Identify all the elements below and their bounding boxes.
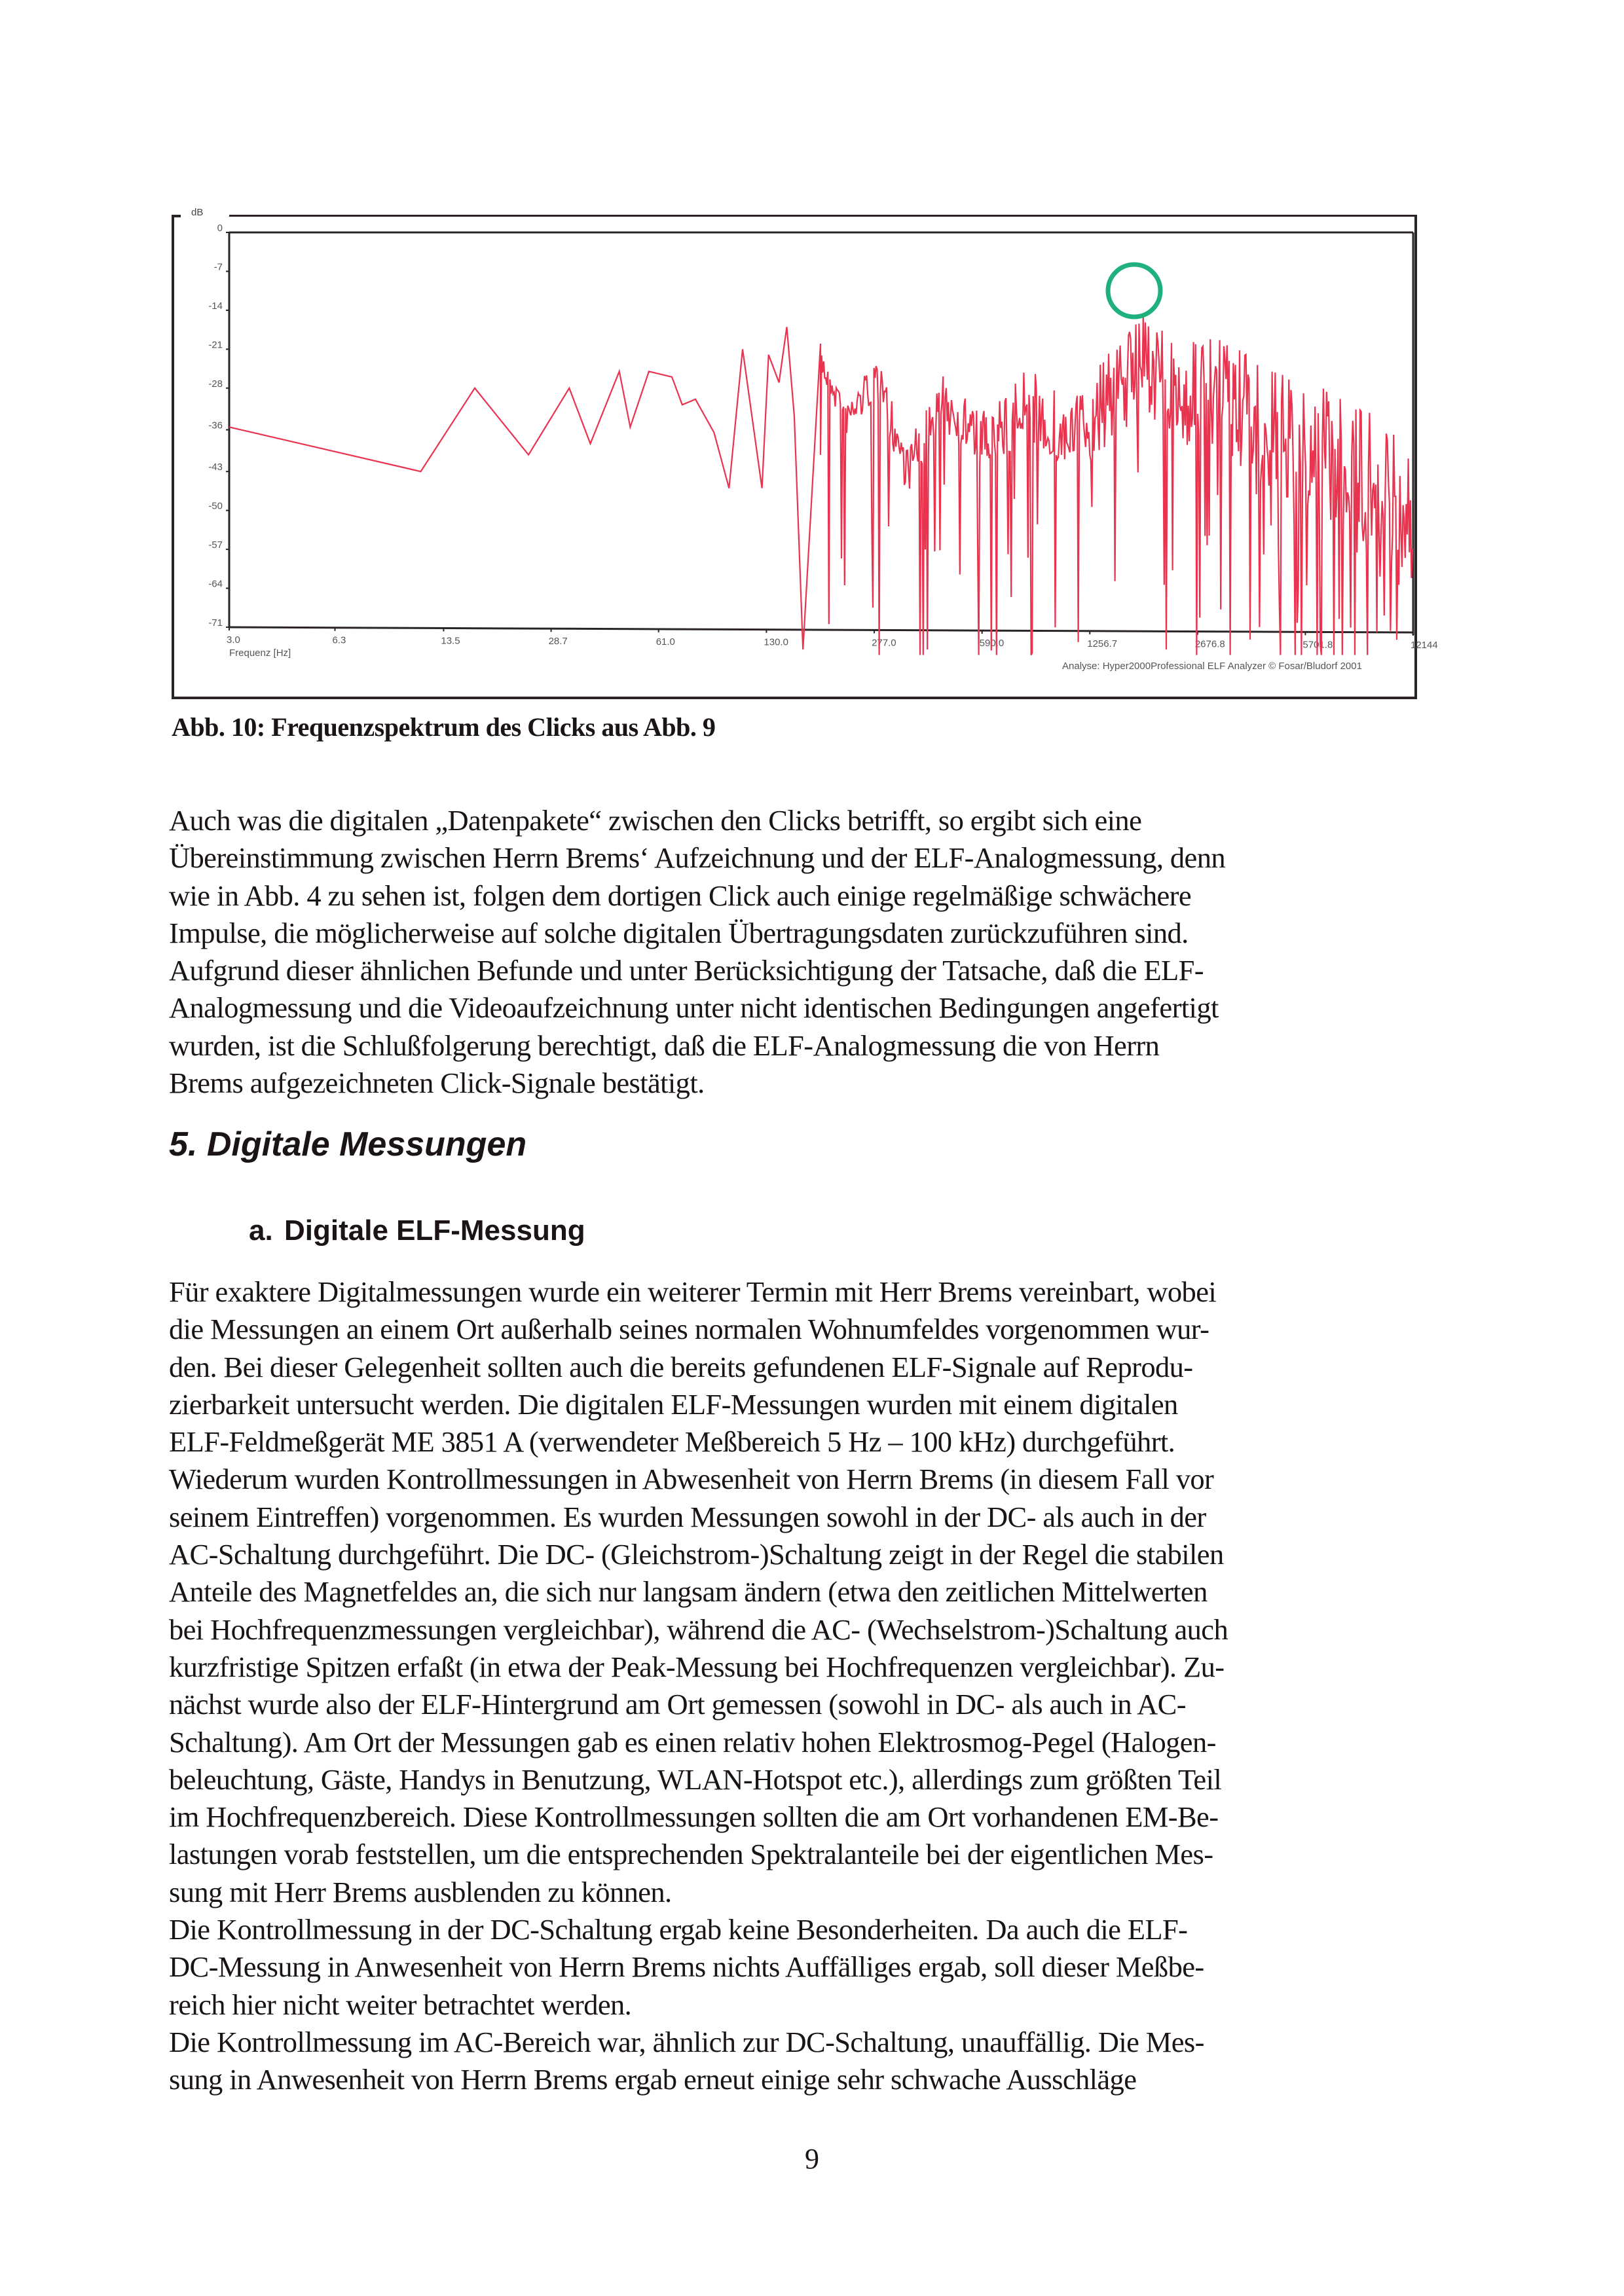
y-unit-label: dB — [191, 207, 204, 218]
text-line: Schaltung). Am Ort der Messungen gab es einen relativ hohen Elektrosmog-Pegel (Halogen- — [169, 1725, 1216, 1758]
x-tick-label: 13.5 — [441, 635, 460, 647]
y-tick-label: -28 — [208, 378, 223, 390]
y-tick-label: 0 — [217, 223, 223, 234]
x-tick-label: 3.0 — [227, 634, 240, 646]
peak-highlight-circle — [1108, 264, 1160, 317]
text-line: Analogmessung und die Videoaufzeichnung unter nicht identischen Bedingungen angefertigt — [169, 991, 1219, 1025]
page-number: 9 — [805, 2143, 819, 2175]
x-axis — [229, 627, 1413, 632]
subsection-heading — [249, 1214, 585, 1247]
text-line: Auch was die digitalen „Datenpakete“ zwischen den Clicks betrifft, so ergibt sich eine — [169, 804, 1142, 837]
x-tick-label: 61.0 — [655, 636, 675, 647]
x-tick-label: 130.0 — [764, 636, 788, 648]
x-tick-label: 28.7 — [548, 636, 568, 647]
text-line: wurden, ist die Schlußfolgerung berechtigt, daß die ELF-Analogmessung die von Herrn — [169, 1029, 1160, 1062]
text-line: den. Bei dieser Gelegenheit sollten auch die bereits gefundenen ELF-Signale auf Reprodu- — [169, 1350, 1193, 1383]
x-tick-label: 277.0 — [872, 637, 896, 649]
x-tick-label: 2676.8 — [1194, 638, 1225, 650]
y-tick-label: -43 — [208, 462, 223, 473]
text-line: Aufgrund dieser ähnlichen Befunde und unter Berücksichtigung der Tatsache, daß die ELF- — [169, 954, 1204, 987]
text-line: die Messungen an einem Ort außerhalb seines normalen Wohnumfeldes vorgenommen wur- — [169, 1313, 1209, 1346]
x-tick-label: 1256.7 — [1087, 638, 1118, 649]
section-heading: 5. Digitale Messungen — [169, 1125, 527, 1163]
text-line: Die Kontrollmessung im AC-Bereich war, ähnlich zur DC-Schaltung, unauffällig. Die Mes- — [169, 2025, 1204, 2058]
text-line: Anteile des Magnetfeldes an, die sich nur langsam ändern (etwa den zeitlichen Mittelwerten — [169, 1575, 1208, 1609]
text-line: im Hochfrequenzbereich. Diese Kontrollmessungen sollten die am Ort vorhandenen EM-Be- — [169, 1800, 1219, 1834]
text-line: Impulse, die möglicherweise auf solche digitalen Übertragungsdaten zurückzuführen sind. — [169, 916, 1189, 949]
spectrum-figure — [172, 207, 1438, 699]
text-line: Die Kontrollmessung in der DC-Schaltung ergab keine Besonderheiten. Da auch die ELF- — [169, 1913, 1188, 1946]
text-line: zierbarkeit untersucht werden. Die digitalen ELF-Messungen wurden mit einem digitalen — [169, 1387, 1178, 1421]
spectrum-chart — [172, 215, 1438, 699]
subsection-title: Digitale ELF-Messung — [284, 1214, 585, 1247]
text-line: Wiederum wurden Kontrollmessungen in Abwesenheit von Herrn Brems (in diesem Fall vor — [169, 1463, 1214, 1496]
text-line: reich hier nicht weiter betrachtet werden. — [169, 1988, 632, 2021]
paragraph-1 — [169, 802, 1413, 1102]
spectrum-line — [229, 317, 1412, 655]
text-line: beleuchtung, Gäste, Handys in Benutzung, WLAN-Hotspot etc.), allerdings zum größten Teil — [169, 1762, 1222, 1796]
text-line: sung mit Herr Brems ausblenden zu können. — [169, 1875, 672, 1908]
text-line: seinem Eintreffen) vorgenommen. Es wurden Messungen sowohl in der DC- als auch in der — [169, 1500, 1206, 1533]
x-axis-label: Frequenz [Hz] — [229, 647, 291, 659]
text-line: ELF-Feldmeßgerät ME 3851 A (verwendeter Meßbereich 5 Hz – 100 kHz) durchgeführt. — [169, 1425, 1175, 1459]
y-tick-label: -14 — [208, 300, 223, 312]
text-line: Brems aufgezeichneten Click-Signale bestätigt. — [169, 1066, 705, 1100]
text-line: Für exaktere Digitalmessungen wurde ein weiterer Termin mit Herr Brems vereinbart, wobei — [169, 1275, 1217, 1308]
x-tick-label: 590.0 — [979, 638, 1005, 649]
text-line: kurzfristige Spitzen erfaßt (in etwa der Peak-Messung bei Hochfrequenzen vergleichbar). Zu- — [169, 1650, 1225, 1683]
y-tick-label: -64 — [208, 578, 223, 590]
text-line: sung in Anwesenheit von Herrn Brems ergab erneut einige sehr schwache Ausschläge — [169, 2063, 1137, 2096]
y-tick-label: -71 — [208, 617, 223, 629]
y-tick-label: -57 — [208, 539, 223, 551]
text-line: lastungen vorab feststellen, um die entsprechenden Spektralanteile bei der eigentlichen Mes- — [169, 1838, 1213, 1871]
text-line: DC-Messung in Anwesenheit von Herrn Brems nichts Auffälliges ergab, soll dieser Meßbe- — [169, 1950, 1204, 1984]
y-tick-label: -21 — [208, 339, 223, 351]
text-line: bei Hochfrequenzmessungen vergleichbar), während die AC- (Wechselstrom-)Schaltung auch — [169, 1613, 1228, 1646]
y-tick-label: -36 — [208, 420, 223, 431]
x-tick-label: 5701.8 — [1302, 639, 1333, 651]
text-line: nächst wurde also der ELF-Hintergrund am Ort gemessen (sowohl in DC- als auch in AC- — [169, 1688, 1186, 1721]
paragraph-2 — [169, 1273, 1413, 2099]
figure-caption: Abb. 10: Frequenzspektrum des Clicks aus Abb. 9 — [172, 712, 716, 742]
x-tick-label: 12144 — [1411, 640, 1438, 651]
y-tick-label: -50 — [208, 500, 223, 512]
text-line: AC-Schaltung durchgeführt. Die DC- (Gleichstrom-)Schaltung zeigt in der Regel die stabilen — [169, 1538, 1224, 1571]
text-line: wie in Abb. 4 zu sehen ist, folgen dem dortigen Click auch einige regelmäßige schwächere — [169, 879, 1192, 912]
text-line: Übereinstimmung zwischen Herrn Brems‘ Aufzeichnung und der ELF-Analogmessung, denn — [169, 841, 1225, 875]
x-tick-label: 6.3 — [332, 634, 346, 646]
credit-text: Analyse: Hyper2000Professional ELF Analyzer © Fosar/Bludorf 2001 — [1062, 661, 1362, 672]
subsection-number: a. — [249, 1214, 273, 1247]
y-tick-label: -7 — [213, 261, 223, 273]
